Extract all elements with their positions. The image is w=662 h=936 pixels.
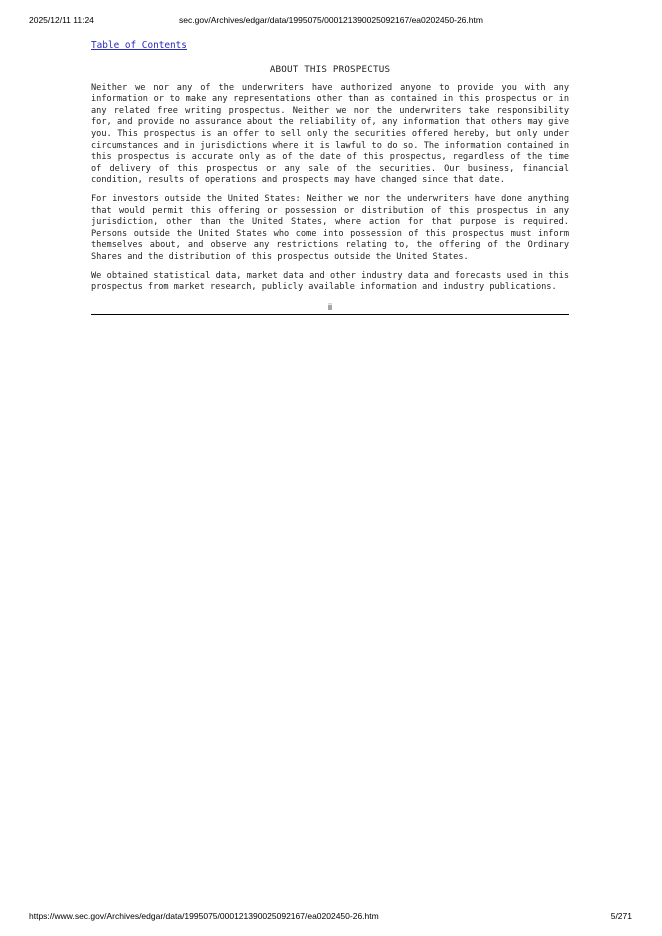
print-page-count: 5/271 xyxy=(610,911,632,921)
print-header xyxy=(0,15,662,29)
print-footer xyxy=(0,911,662,925)
print-header-url: sec.gov/Archives/edgar/data/1995075/000121390025092167/ea0202450-26.htm xyxy=(179,15,483,25)
paragraph-authorization: Neither we nor any of the underwriters have authorized anyone to provide you with any information or to make any representations other than as contained in this prospectus or in any related free writing prospectus. Neither we nor the underwriters take responsibility for, and provide no assurance about the reliability of, any information that others may give you. This prospectus is an offer to sell only the securities offered hereby, but only under circumstances and in jurisdictions where it is lawful to do so. The information contained in this prospectus is accurate only as of the date of this prospectus, regardless of the time of delivery of this prospectus or any sale of the securities. Our business, financial condition, results of operations and prospects may have changed since that date. xyxy=(91,82,569,186)
section-title: ABOUT THIS PROSPECTUS xyxy=(269,63,391,75)
table-of-contents-link[interactable]: Table of Contents xyxy=(91,40,187,51)
paragraph-non-us-investors: For investors outside the United States: Neither we nor the underwriters have done anything that would permit this offering or possession or distribution of this prospectus in any jurisdiction, other than the United States, where action for that purpose is required. Persons outside the United States who come into possession of this prospectus must inform themselves about, and observe any restrictions relating to, the offering of the Ordinary Shares and the distribution of this prospectus outside the United States. xyxy=(91,193,569,262)
paragraph-market-data: We obtained statistical data, market data and other industry data and forecasts used in this prospectus from market research, publicly available information and industry publications. xyxy=(91,270,569,293)
print-footer-url: https://www.sec.gov/Archives/edgar/data/1995075/000121390025092167/ea0202450-26.htm xyxy=(29,911,379,921)
print-datetime: 2025/12/11 11:24 xyxy=(29,15,94,25)
document-body xyxy=(91,40,569,315)
page-number: ii xyxy=(91,301,569,315)
